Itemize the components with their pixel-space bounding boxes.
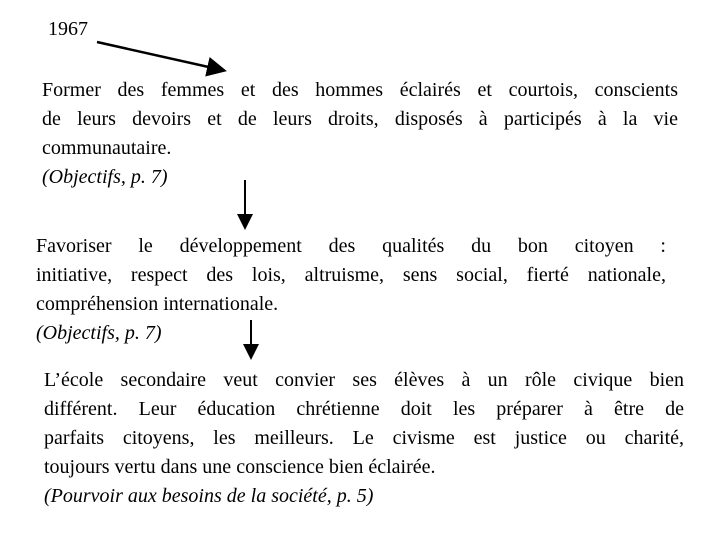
citation: (Pourvoir aux besoins de la société, p. 5): [44, 485, 374, 507]
paragraph-line: parfaits citoyens, les meilleurs. Le civisme est justice ou charité,: [44, 427, 684, 449]
objective-paragraph-2: [36, 232, 666, 348]
citation: (Objectifs, p. 7): [42, 166, 168, 188]
paragraph-line: Favoriser le développement des qualités du bon citoyen :: [36, 235, 666, 257]
diagonal-arrow-icon: [97, 42, 222, 70]
paragraph-line: initiative, respect des lois, altruisme, sens social, fierté nationale,: [36, 264, 666, 286]
citation: (Objectifs, p. 7): [36, 322, 162, 344]
paragraph-line: communautaire.: [42, 137, 172, 159]
paragraph-line: de leurs devoirs et de leurs droits, disposés à participés à la vie: [42, 108, 678, 130]
paragraph-line: compréhension internationale.: [36, 293, 279, 315]
year-label: 1967: [48, 18, 88, 40]
school-paragraph: [44, 366, 684, 511]
paragraph-line: Former des femmes et des hommes éclairés et courtois, conscients: [42, 79, 678, 101]
paragraph-line: différent. Leur éducation chrétienne doit les préparer à être de: [44, 398, 684, 420]
paragraph-line: L’école secondaire veut convier ses élèves à un rôle civique bien: [44, 369, 684, 391]
objective-paragraph-1: [42, 76, 678, 192]
paragraph-line: toujours vertu dans une conscience bien éclairée.: [44, 456, 436, 478]
